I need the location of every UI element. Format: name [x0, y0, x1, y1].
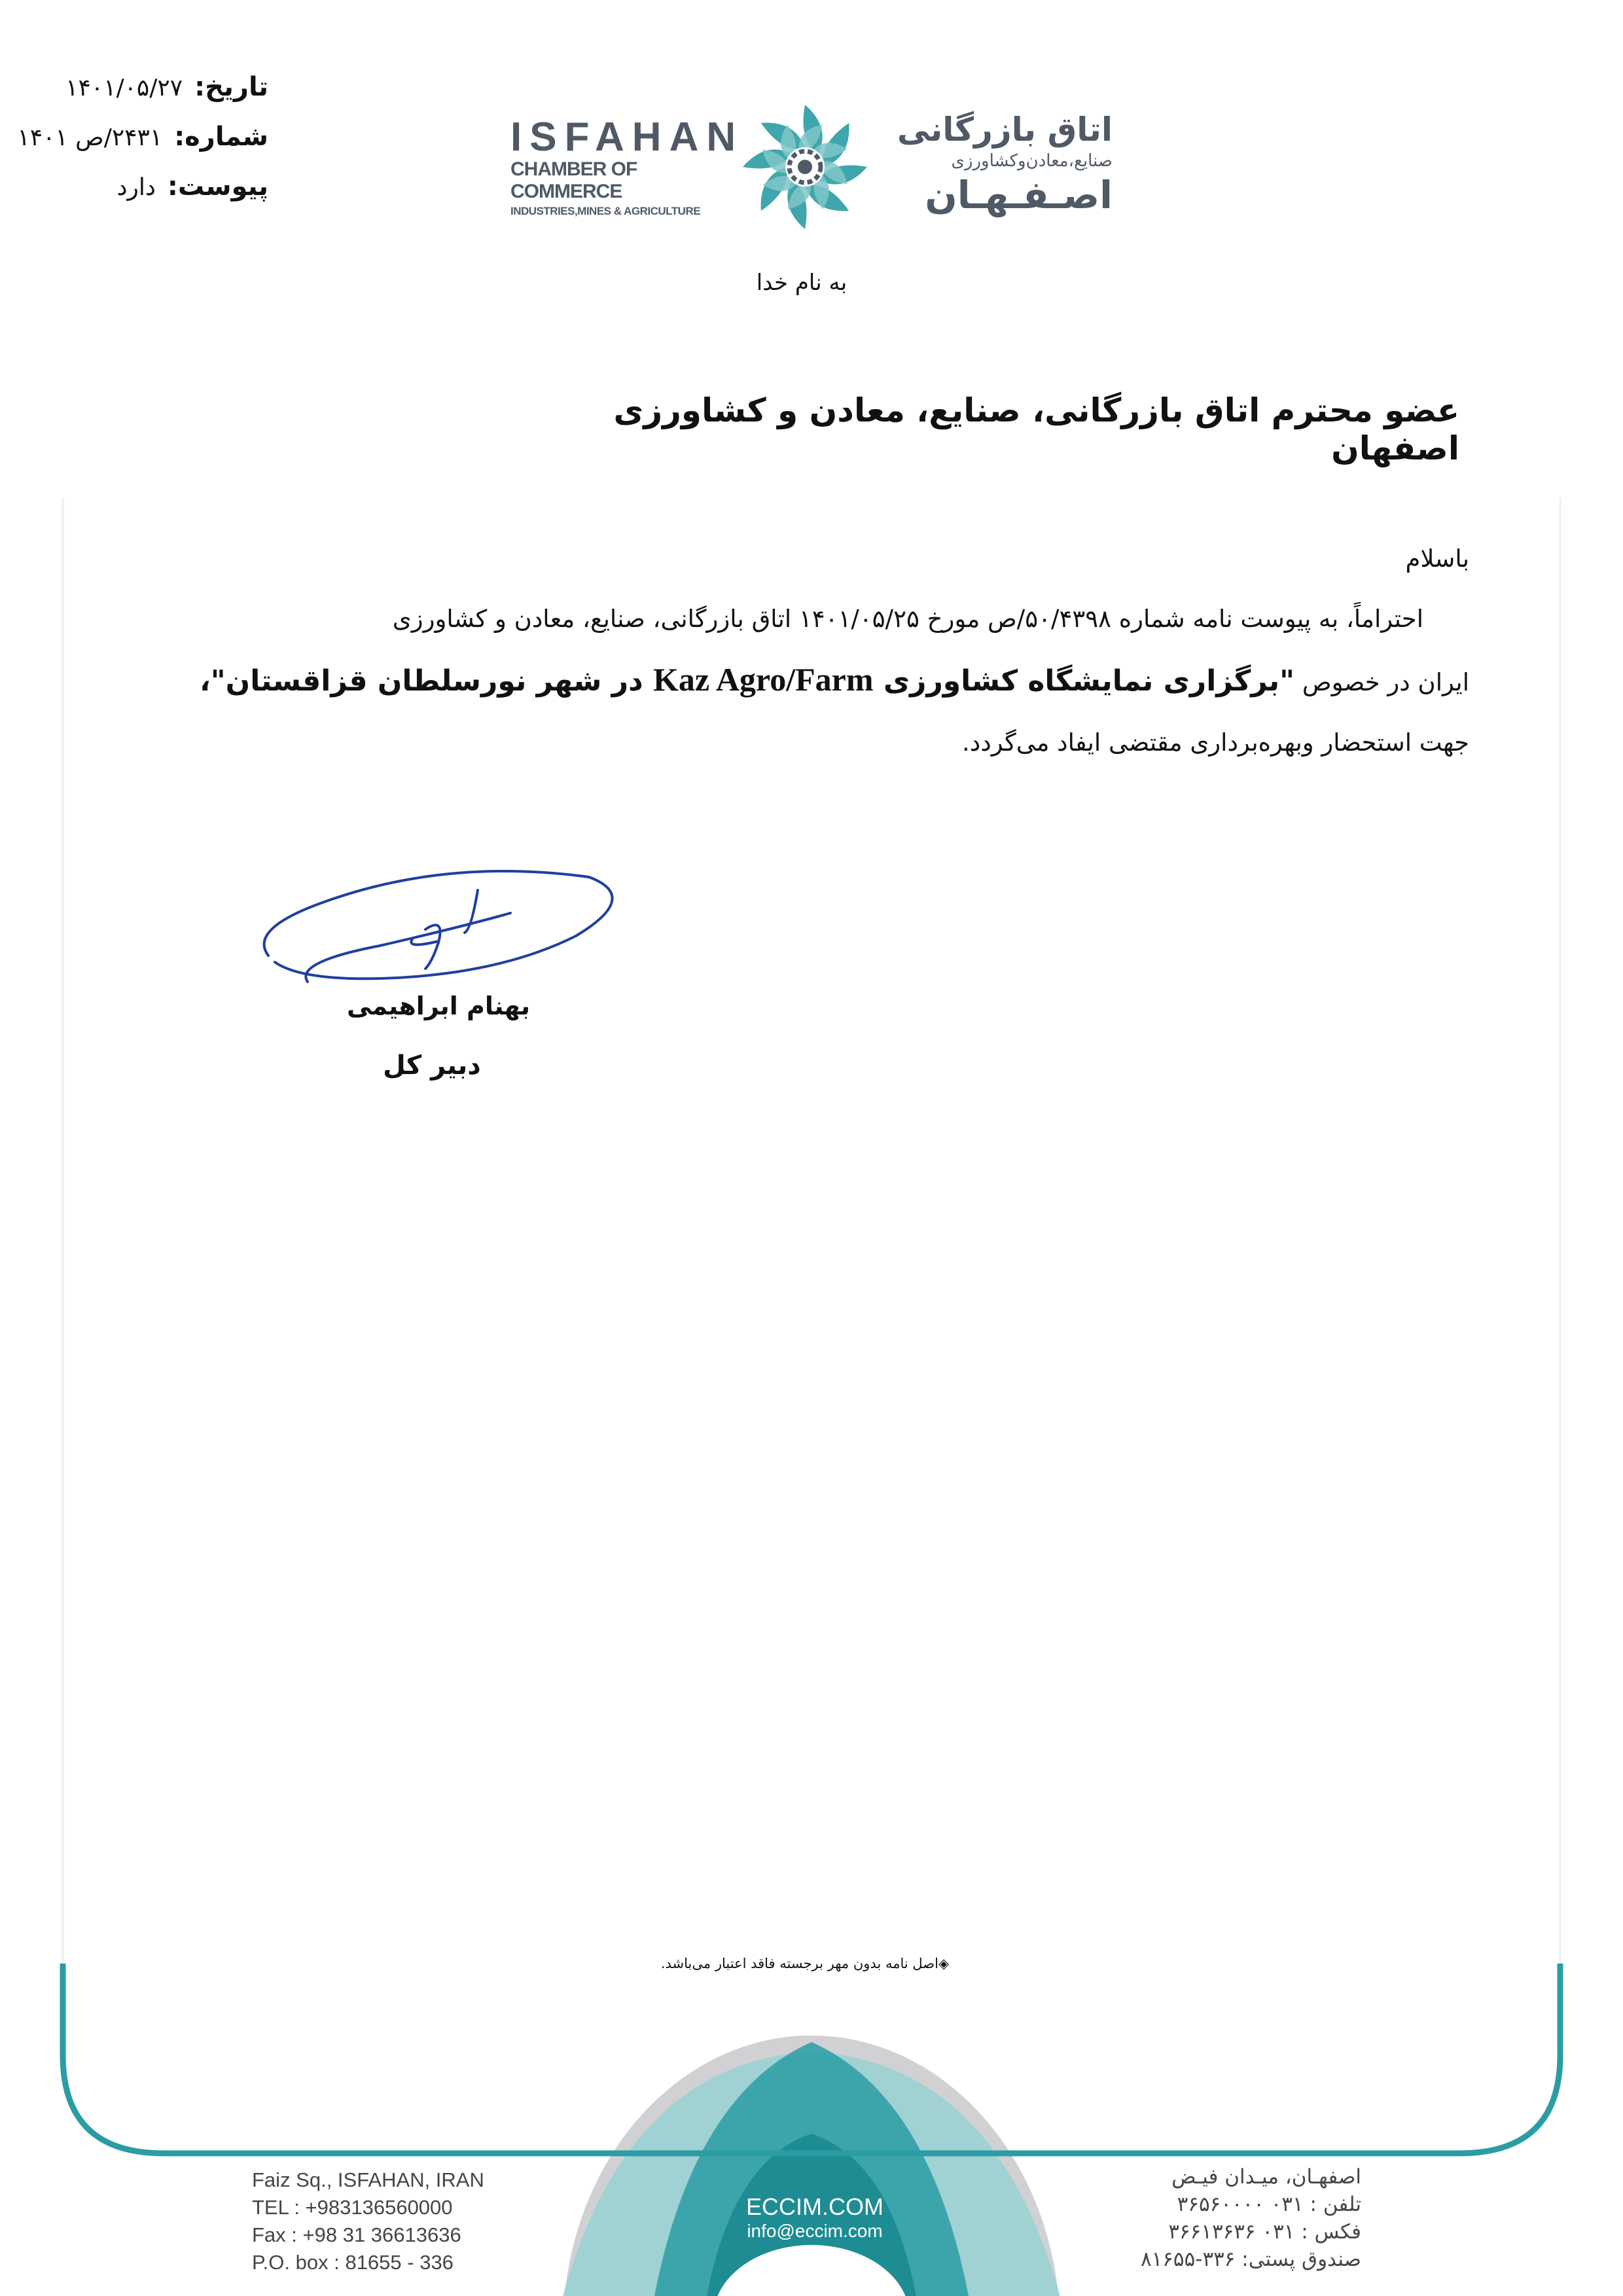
letter-meta [17, 72, 268, 221]
footer-contact-persian [1113, 2163, 1361, 2273]
logo-fa-chamber: اتاق بازرگانی [897, 111, 1113, 149]
logo-en-industries: INDUSTRIES,MINES & AGRICULTURE [510, 205, 701, 217]
footer-lotus-decoration [563, 2036, 1060, 2296]
body-line-2 [170, 649, 1469, 713]
number-value: ۲۴۳۱/ص ۱۴۰۱ [17, 124, 163, 151]
body-line-1: احتراماً، به پیوست نامه شماره ۵۰/۴۳۹۸/ص مورخ ۱۴۰۱/۰۵/۲۵ اتاق بازرگانی، صنایع، معادن و کشاورزی [392, 605, 1423, 633]
attachment-label: پیوست: [167, 171, 268, 202]
attachment-value: دارد [116, 174, 156, 201]
footer-web [707, 2194, 923, 2242]
logo-fa-industries: صنایع،معادن‌وکشاورزی [951, 151, 1113, 171]
exhibition-location: در شهر نورسلطان قزاقستان"، [200, 664, 653, 698]
logo-persian-text [877, 111, 1113, 216]
number-label: شماره: [174, 122, 268, 152]
footer-pobox-en: P.O. box : 81655 - 336 [252, 2251, 454, 2274]
logo-fa-isfahan: اصـفـهـان [925, 173, 1113, 217]
exhibition-title: "برگزاری نمایشگاه کشاورزی [873, 664, 1295, 698]
logo-en-chamber: CHAMBER OF COMMERCE [510, 158, 637, 202]
basmala: به نام خدا [756, 270, 847, 296]
body-line-3: جهت استحضار وبهره‌برداری مقتضی ایفاد می‌گردد. [961, 728, 1469, 757]
signatory-name: بهنام ابراهیمی [347, 992, 530, 1020]
chamber-logo [510, 98, 1113, 236]
footer-tel-fa: تلفن : ۰۳۱ ۳۶۵۶۰۰۰۰ [1177, 2193, 1361, 2216]
exhibition-name-en: Kaz Agro/Farm [653, 661, 874, 698]
date-value: ۱۴۰۱/۰۵/۲۷ [65, 75, 183, 101]
number-row [17, 122, 268, 171]
letter-body [170, 529, 1469, 773]
logo-flower-icon [733, 98, 877, 236]
greeting: باسلام [1405, 545, 1469, 573]
footer-address-fa: اصفهـان، میـدان فیـض [1171, 2165, 1361, 2189]
body-line-2-prefix: ایران در خصوص [1294, 668, 1469, 696]
footer-tel-en: TEL : +983136560000 [252, 2196, 453, 2219]
footer-email[interactable]: info@eccim.com [747, 2221, 883, 2241]
footer-website[interactable]: ECCIM.COM [746, 2193, 883, 2220]
validity-notice: ◈اصل نامه بدون مهر برجسته فاقد اعتبار می‌باشد. [660, 1956, 950, 1971]
recipient-heading: عضو محترم اتاق بازرگانی، صنایع، معادن و کشاورزی اصفهان [613, 391, 1459, 467]
footer-contact-english [252, 2166, 592, 2276]
signatory-title: دبیر کل [383, 1050, 481, 1081]
footer-fax-en: Fax : +98 31 36613636 [252, 2223, 461, 2246]
footer-pobox-fa: صندوق پستی: ۳۳۶-۸۱۶۵۵ [1140, 2248, 1361, 2271]
footer-address-en: Faiz Sq., ISFAHAN, IRAN [252, 2168, 484, 2191]
logo-en-isfahan: ISFAHAN [510, 115, 744, 160]
date-label: تاریخ: [194, 72, 268, 102]
date-row [26, 72, 268, 122]
attachment-row [26, 171, 268, 221]
logo-english-text [510, 115, 744, 220]
footer-fax-fa: فکس : ۰۳۱ ۳۶۶۱۳۶۳۶ [1168, 2220, 1361, 2244]
